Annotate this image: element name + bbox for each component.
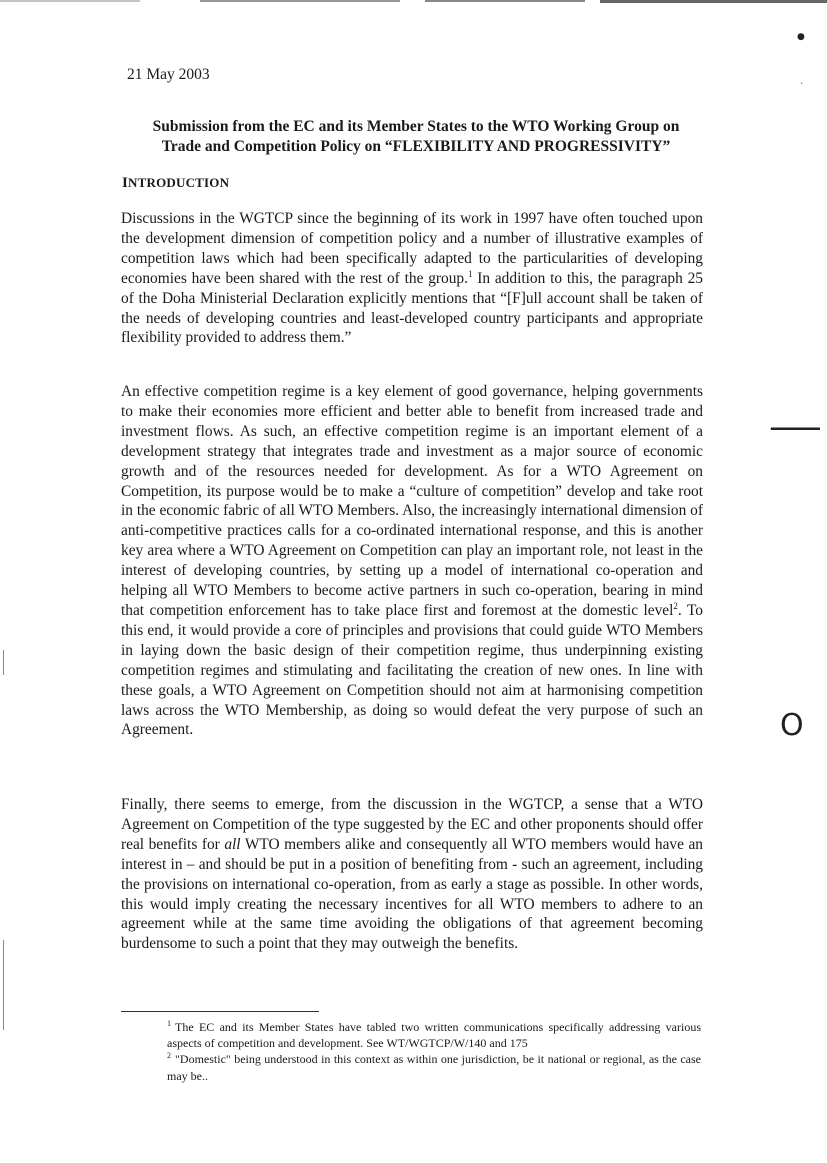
paragraph-3: Finally, there seems to emerge, from the discussion in the WGTCP, a sense that a WTO Agreement on Competition of the type suggested by the EC and other proponents should offer real benefits for all WTO members alike and consequently all WTO members would have an interest in – and should be put in a position of benefiting from - such an agreement, including the provisions on international co-operation, from as early a stage as possible. In other words, this would imply creating the necessary incentives for all WTO members to adhere to an agreement while at the same time avoiding the obligations of that agreement becoming burdensome to such a point that they may outweigh the benefits.	[121, 796, 703, 953]
footnote-1: $^1$ The EC and its Member States have tabled two written communications specifically addressing various aspects of competition and development. See WT/WGTCP/W/140 and 175	[167, 1019, 701, 1051]
footnotes	[167, 1019, 701, 1084]
document-title	[121, 117, 711, 157]
scan-tick-mark: `	[800, 82, 804, 91]
title-line-2: Trade and Competition Policy on “FLEXIBILITY AND PROGRESSIVITY”	[161, 138, 671, 155]
title-line-1: Submission from the EC and its Member States to the WTO Working Group on	[152, 118, 680, 135]
scan-dot-mark: ●	[797, 32, 805, 42]
punch-hole-mark: O	[780, 708, 804, 743]
footnote-ref-2: 2	[673, 600, 678, 611]
scan-margin-line	[3, 650, 4, 675]
scan-margin-line	[3, 940, 4, 1030]
document-date: 21 May 2003	[127, 66, 210, 83]
punch-hole-mark: ⸺	[770, 410, 821, 445]
footnote-ref-1: 1	[467, 268, 473, 279]
paragraph-1: Discussions in the WGTCP since the beginning of its work in 1997 have often touched upon the development dimension of competition policy and a number of illustrative examples of competition laws which had been specifically adapted to the particularities of developing economies have been shared with the rest of the group.$^1$ In addition to this, the paragraph 25 of the Doha Ministerial Declaration explicitly mentions that “[F]ull account shall be taken of the needs of developing countries and least-developed country participants and appropriate flexibility provided to address them.”	[121, 210, 704, 347]
paragraph-2: An effective competition regime is a key element of good governance, helping governments to make their economies more efficient and better able to benefit from increased trade and investment flows. As such, an effective competition regime is an important element of a development strategy that integrates trade and investment as a major source of economic growth and of the resources needed for development. As for a WTO Agreement on Competition, its purpose would be to make a “culture of competition” develop and take root in the economic fabric of all WTO Members. Also, the increasingly international dimension of anti-competitive practices calls for a co-ordinated international response, and this is another key area where a WTO Agreement on Competition can play an important role, not least in the interest of developing countries, by setting up a model of international co-operation and helping all WTO Members to become active partners in such co-operation, bearing in mind that competition enforcement has to take place first and foremost at the domestic level$^2$. To this end, it would provide a core of principles and provisions that could guide WTO Members in laying down the basic design of their competition regime, thus underpinning existing competition regimes and stimulating and facilitating the creation of new ones. In line with these goals, a WTO Agreement on Competition should not aim at harmonising competition laws across the WTO Membership, as doing so would defeat the very purpose of such an Agreement.	[121, 383, 703, 739]
footnote-2: $^2$ "Domestic" being understood in this context as within one jurisdiction, be it national or regional, as the case may be..	[167, 1051, 701, 1083]
scan-edge-artifact	[0, 0, 827, 6]
footnote-divider	[121, 1011, 319, 1012]
section-heading-introduction: INTRODUCTION	[122, 175, 230, 191]
